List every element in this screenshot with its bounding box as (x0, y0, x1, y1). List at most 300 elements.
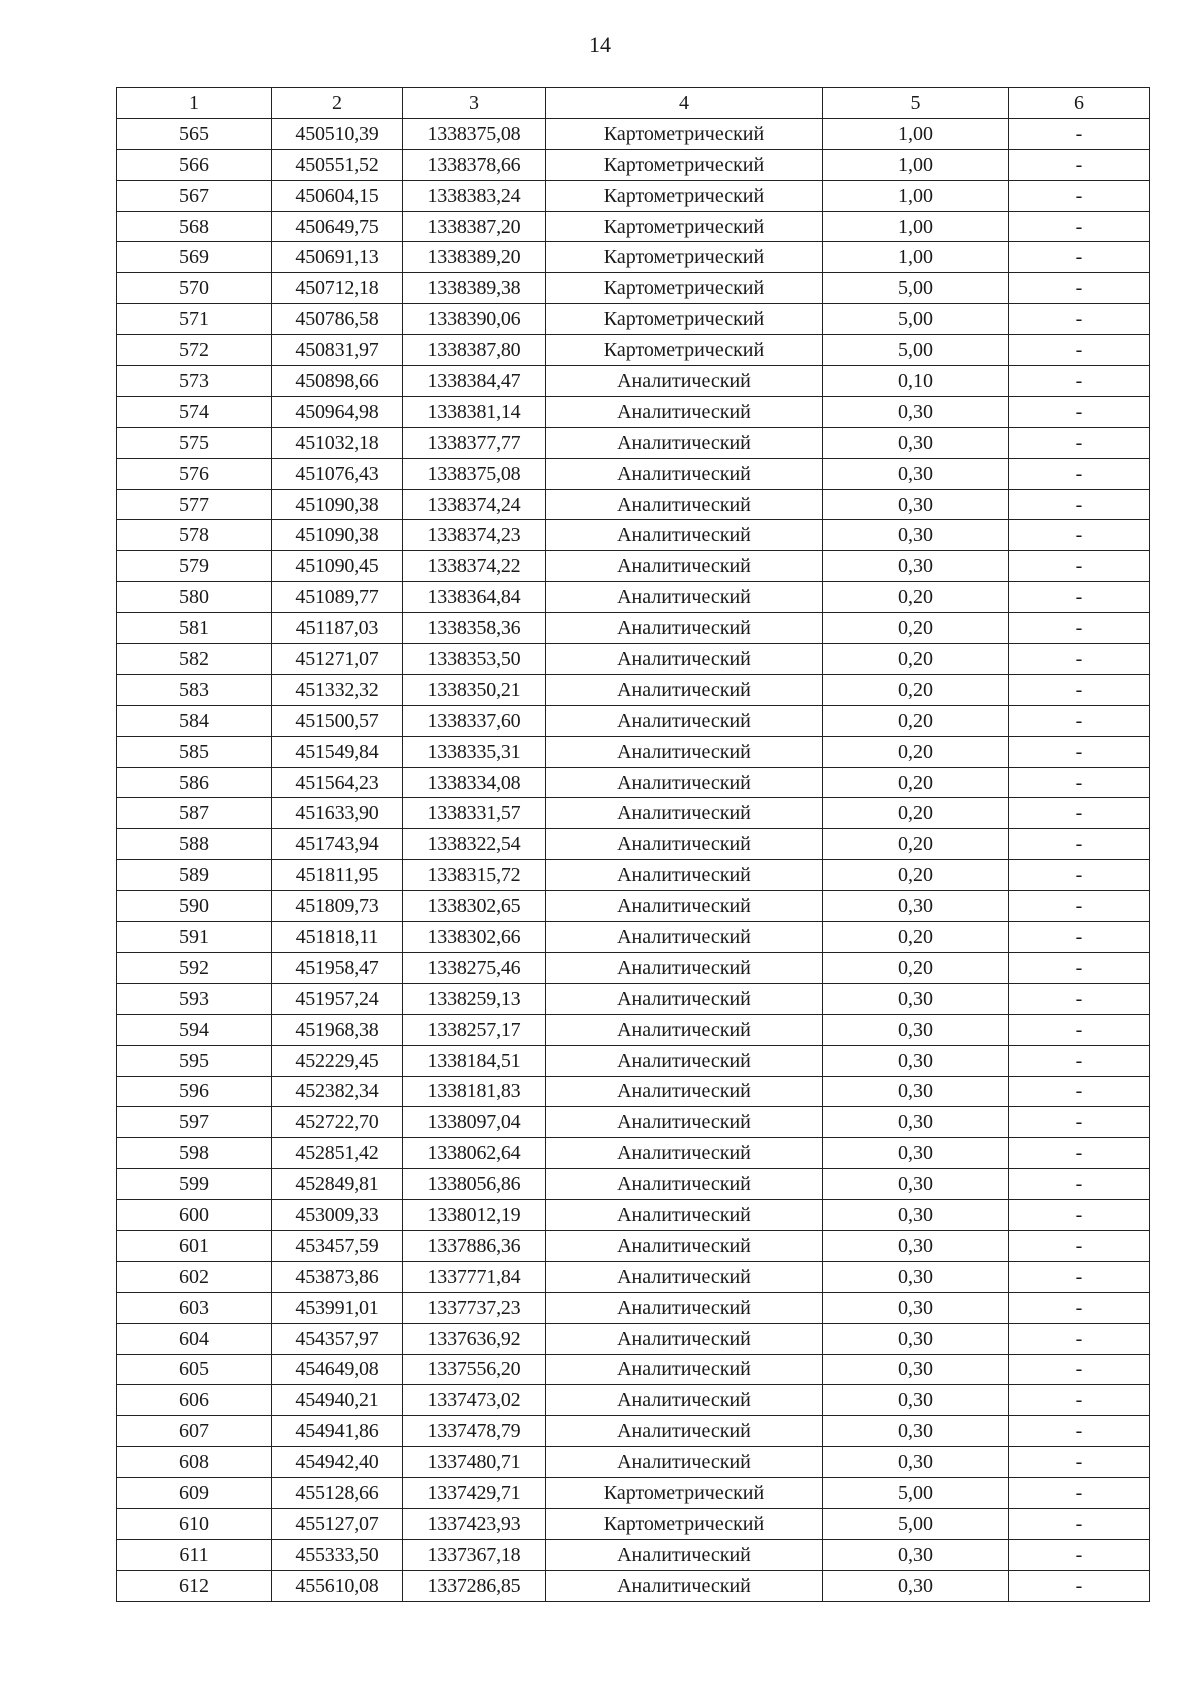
accuracy-cell: 0,30 (823, 1354, 1009, 1385)
note-cell: - (1009, 1323, 1150, 1354)
note-cell: - (1009, 1261, 1150, 1292)
x-coordinate-cell: 452851,42 (272, 1138, 403, 1169)
table-header-row (117, 88, 1150, 119)
method-cell: Аналитический (546, 1261, 823, 1292)
y-coordinate-cell: 1338056,86 (403, 1169, 546, 1200)
note-cell: - (1009, 891, 1150, 922)
note-cell: - (1009, 489, 1150, 520)
note-cell: - (1009, 520, 1150, 551)
point-number-cell: 582 (117, 644, 272, 675)
method-cell: Аналитический (546, 922, 823, 953)
column-header: 5 (823, 88, 1009, 119)
y-coordinate-cell: 1338381,14 (403, 396, 546, 427)
point-number-cell: 580 (117, 582, 272, 613)
accuracy-cell: 0,30 (823, 1416, 1009, 1447)
x-coordinate-cell: 451818,11 (272, 922, 403, 953)
point-number-cell: 572 (117, 335, 272, 366)
x-coordinate-cell: 452382,34 (272, 1076, 403, 1107)
method-cell: Аналитический (546, 1354, 823, 1385)
table-row (117, 1107, 1150, 1138)
x-coordinate-cell: 452722,70 (272, 1107, 403, 1138)
x-coordinate-cell: 451500,57 (272, 705, 403, 736)
method-cell: Картометрический (546, 180, 823, 211)
point-number-cell: 579 (117, 551, 272, 582)
x-coordinate-cell: 454649,08 (272, 1354, 403, 1385)
accuracy-cell: 5,00 (823, 1508, 1009, 1539)
x-coordinate-cell: 451090,38 (272, 489, 403, 520)
accuracy-cell: 0,20 (823, 674, 1009, 705)
x-coordinate-cell: 450831,97 (272, 335, 403, 366)
method-cell: Аналитический (546, 1169, 823, 1200)
point-number-cell: 608 (117, 1447, 272, 1478)
table-row (117, 860, 1150, 891)
method-cell: Картометрический (546, 273, 823, 304)
table-body (117, 118, 1150, 1601)
point-number-cell: 603 (117, 1292, 272, 1323)
accuracy-cell: 0,30 (823, 1076, 1009, 1107)
method-cell: Аналитический (546, 1447, 823, 1478)
method-cell: Аналитический (546, 366, 823, 397)
method-cell: Аналитический (546, 705, 823, 736)
table-row (117, 1200, 1150, 1231)
point-number-cell: 581 (117, 613, 272, 644)
point-number-cell: 566 (117, 149, 272, 180)
y-coordinate-cell: 1338097,04 (403, 1107, 546, 1138)
point-number-cell: 610 (117, 1508, 272, 1539)
note-cell: - (1009, 551, 1150, 582)
y-coordinate-cell: 1338374,24 (403, 489, 546, 520)
point-number-cell: 605 (117, 1354, 272, 1385)
method-cell: Аналитический (546, 489, 823, 520)
note-cell: - (1009, 613, 1150, 644)
x-coordinate-cell: 451090,45 (272, 551, 403, 582)
note-cell: - (1009, 705, 1150, 736)
table-row (117, 458, 1150, 489)
y-coordinate-cell: 1337556,20 (403, 1354, 546, 1385)
x-coordinate-cell: 452229,45 (272, 1045, 403, 1076)
note-cell: - (1009, 118, 1150, 149)
note-cell: - (1009, 767, 1150, 798)
table-row (117, 242, 1150, 273)
note-cell: - (1009, 1385, 1150, 1416)
table-row (117, 489, 1150, 520)
table-row (117, 1508, 1150, 1539)
method-cell: Аналитический (546, 1416, 823, 1447)
point-number-cell: 601 (117, 1230, 272, 1261)
method-cell: Аналитический (546, 829, 823, 860)
point-number-cell: 599 (117, 1169, 272, 1200)
table-row (117, 1323, 1150, 1354)
y-coordinate-cell: 1338302,66 (403, 922, 546, 953)
method-cell: Аналитический (546, 458, 823, 489)
x-coordinate-cell: 450551,52 (272, 149, 403, 180)
note-cell: - (1009, 922, 1150, 953)
accuracy-cell: 0,30 (823, 1107, 1009, 1138)
x-coordinate-cell: 455128,66 (272, 1478, 403, 1509)
x-coordinate-cell: 451271,07 (272, 644, 403, 675)
accuracy-cell: 0,30 (823, 1045, 1009, 1076)
y-coordinate-cell: 1338012,19 (403, 1200, 546, 1231)
y-coordinate-cell: 1338337,60 (403, 705, 546, 736)
x-coordinate-cell: 450649,75 (272, 211, 403, 242)
y-coordinate-cell: 1338358,36 (403, 613, 546, 644)
x-coordinate-cell: 451032,18 (272, 427, 403, 458)
table-row (117, 1169, 1150, 1200)
method-cell: Картометрический (546, 118, 823, 149)
table-row (117, 396, 1150, 427)
note-cell: - (1009, 427, 1150, 458)
accuracy-cell: 0,20 (823, 644, 1009, 675)
point-number-cell: 578 (117, 520, 272, 551)
y-coordinate-cell: 1338375,08 (403, 118, 546, 149)
table-row (117, 1570, 1150, 1601)
x-coordinate-cell: 450898,66 (272, 366, 403, 397)
method-cell: Аналитический (546, 644, 823, 675)
table-row (117, 613, 1150, 644)
method-cell: Аналитический (546, 1107, 823, 1138)
y-coordinate-cell: 1338335,31 (403, 736, 546, 767)
x-coordinate-cell: 454941,86 (272, 1416, 403, 1447)
accuracy-cell: 0,30 (823, 520, 1009, 551)
note-cell: - (1009, 1508, 1150, 1539)
point-number-cell: 575 (117, 427, 272, 458)
y-coordinate-cell: 1337886,36 (403, 1230, 546, 1261)
method-cell: Аналитический (546, 1570, 823, 1601)
point-number-cell: 590 (117, 891, 272, 922)
table-row (117, 1076, 1150, 1107)
note-cell: - (1009, 736, 1150, 767)
point-number-cell: 593 (117, 983, 272, 1014)
method-cell: Аналитический (546, 860, 823, 891)
x-coordinate-cell: 451958,47 (272, 952, 403, 983)
y-coordinate-cell: 1338257,17 (403, 1014, 546, 1045)
accuracy-cell: 0,20 (823, 736, 1009, 767)
table-row (117, 1539, 1150, 1570)
accuracy-cell: 5,00 (823, 1478, 1009, 1509)
note-cell: - (1009, 1200, 1150, 1231)
column-header: 1 (117, 88, 272, 119)
x-coordinate-cell: 451076,43 (272, 458, 403, 489)
accuracy-cell: 0,20 (823, 860, 1009, 891)
table-row (117, 211, 1150, 242)
note-cell: - (1009, 798, 1150, 829)
x-coordinate-cell: 450964,98 (272, 396, 403, 427)
table-row (117, 304, 1150, 335)
accuracy-cell: 1,00 (823, 118, 1009, 149)
x-coordinate-cell: 451968,38 (272, 1014, 403, 1045)
accuracy-cell: 1,00 (823, 242, 1009, 273)
y-coordinate-cell: 1338364,84 (403, 582, 546, 613)
accuracy-cell: 0,30 (823, 983, 1009, 1014)
note-cell: - (1009, 1138, 1150, 1169)
table-row (117, 551, 1150, 582)
y-coordinate-cell: 1338184,51 (403, 1045, 546, 1076)
y-coordinate-cell: 1338374,23 (403, 520, 546, 551)
note-cell: - (1009, 366, 1150, 397)
accuracy-cell: 0,30 (823, 551, 1009, 582)
point-number-cell: 609 (117, 1478, 272, 1509)
y-coordinate-cell: 1338383,24 (403, 180, 546, 211)
accuracy-cell: 0,30 (823, 427, 1009, 458)
x-coordinate-cell: 455127,07 (272, 1508, 403, 1539)
table-row (117, 180, 1150, 211)
table-row (117, 273, 1150, 304)
y-coordinate-cell: 1338259,13 (403, 983, 546, 1014)
point-number-cell: 595 (117, 1045, 272, 1076)
method-cell: Картометрический (546, 149, 823, 180)
y-coordinate-cell: 1338374,22 (403, 551, 546, 582)
x-coordinate-cell: 452849,81 (272, 1169, 403, 1200)
page-number: 14 (589, 32, 611, 57)
note-cell: - (1009, 1014, 1150, 1045)
note-cell: - (1009, 952, 1150, 983)
note-cell: - (1009, 1416, 1150, 1447)
y-coordinate-cell: 1337771,84 (403, 1261, 546, 1292)
x-coordinate-cell: 451090,38 (272, 520, 403, 551)
accuracy-cell: 0,30 (823, 489, 1009, 520)
method-cell: Аналитический (546, 1014, 823, 1045)
table-row (117, 1292, 1150, 1323)
table-row (117, 1447, 1150, 1478)
accuracy-cell: 0,30 (823, 1385, 1009, 1416)
method-cell: Аналитический (546, 798, 823, 829)
method-cell: Аналитический (546, 613, 823, 644)
accuracy-cell: 0,30 (823, 1230, 1009, 1261)
note-cell: - (1009, 211, 1150, 242)
method-cell: Картометрический (546, 335, 823, 366)
point-number-cell: 577 (117, 489, 272, 520)
table-row (117, 983, 1150, 1014)
point-number-cell: 591 (117, 922, 272, 953)
y-coordinate-cell: 1338334,08 (403, 767, 546, 798)
x-coordinate-cell: 453873,86 (272, 1261, 403, 1292)
accuracy-cell: 1,00 (823, 211, 1009, 242)
note-cell: - (1009, 829, 1150, 860)
x-coordinate-cell: 455610,08 (272, 1570, 403, 1601)
note-cell: - (1009, 1076, 1150, 1107)
point-number-cell: 588 (117, 829, 272, 860)
note-cell: - (1009, 1478, 1150, 1509)
x-coordinate-cell: 453457,59 (272, 1230, 403, 1261)
y-coordinate-cell: 1337429,71 (403, 1478, 546, 1509)
method-cell: Картометрический (546, 242, 823, 273)
accuracy-cell: 0,20 (823, 582, 1009, 613)
y-coordinate-cell: 1338275,46 (403, 952, 546, 983)
accuracy-cell: 0,30 (823, 396, 1009, 427)
table-row (117, 767, 1150, 798)
point-number-cell: 602 (117, 1261, 272, 1292)
x-coordinate-cell: 454942,40 (272, 1447, 403, 1478)
y-coordinate-cell: 1338315,72 (403, 860, 546, 891)
column-header: 4 (546, 88, 823, 119)
y-coordinate-cell: 1337367,18 (403, 1539, 546, 1570)
note-cell: - (1009, 1107, 1150, 1138)
table-row (117, 366, 1150, 397)
point-number-cell: 597 (117, 1107, 272, 1138)
accuracy-cell: 0,30 (823, 458, 1009, 489)
column-header: 6 (1009, 88, 1150, 119)
accuracy-cell: 0,30 (823, 1447, 1009, 1478)
point-number-cell: 585 (117, 736, 272, 767)
accuracy-cell: 0,20 (823, 767, 1009, 798)
x-coordinate-cell: 450691,13 (272, 242, 403, 273)
method-cell: Аналитический (546, 1200, 823, 1231)
y-coordinate-cell: 1337286,85 (403, 1570, 546, 1601)
point-number-cell: 604 (117, 1323, 272, 1354)
y-coordinate-cell: 1338302,65 (403, 891, 546, 922)
accuracy-cell: 0,30 (823, 1200, 1009, 1231)
method-cell: Аналитический (546, 674, 823, 705)
y-coordinate-cell: 1338375,08 (403, 458, 546, 489)
method-cell: Аналитический (546, 1045, 823, 1076)
y-coordinate-cell: 1338062,64 (403, 1138, 546, 1169)
table-row (117, 891, 1150, 922)
y-coordinate-cell: 1337636,92 (403, 1323, 546, 1354)
accuracy-cell: 0,30 (823, 1169, 1009, 1200)
accuracy-cell: 0,20 (823, 613, 1009, 644)
x-coordinate-cell: 453009,33 (272, 1200, 403, 1231)
note-cell: - (1009, 458, 1150, 489)
point-number-cell: 594 (117, 1014, 272, 1045)
method-cell: Аналитический (546, 1138, 823, 1169)
method-cell: Картометрический (546, 1508, 823, 1539)
method-cell: Аналитический (546, 1230, 823, 1261)
table-row (117, 1261, 1150, 1292)
accuracy-cell: 0,30 (823, 1323, 1009, 1354)
table-row (117, 829, 1150, 860)
point-number-cell: 598 (117, 1138, 272, 1169)
note-cell: - (1009, 304, 1150, 335)
accuracy-cell: 0,30 (823, 1539, 1009, 1570)
note-cell: - (1009, 674, 1150, 705)
accuracy-cell: 1,00 (823, 149, 1009, 180)
point-number-cell: 611 (117, 1539, 272, 1570)
method-cell: Аналитический (546, 983, 823, 1014)
accuracy-cell: 0,10 (823, 366, 1009, 397)
x-coordinate-cell: 451332,32 (272, 674, 403, 705)
point-number-cell: 574 (117, 396, 272, 427)
y-coordinate-cell: 1338384,47 (403, 366, 546, 397)
table-row (117, 118, 1150, 149)
method-cell: Аналитический (546, 1323, 823, 1354)
note-cell: - (1009, 1169, 1150, 1200)
note-cell: - (1009, 860, 1150, 891)
point-number-cell: 606 (117, 1385, 272, 1416)
table-row (117, 644, 1150, 675)
method-cell: Аналитический (546, 1292, 823, 1323)
point-number-cell: 586 (117, 767, 272, 798)
table-row (117, 520, 1150, 551)
table-row (117, 1045, 1150, 1076)
accuracy-cell: 0,20 (823, 829, 1009, 860)
x-coordinate-cell: 451564,23 (272, 767, 403, 798)
point-number-cell: 592 (117, 952, 272, 983)
method-cell: Аналитический (546, 582, 823, 613)
note-cell: - (1009, 335, 1150, 366)
accuracy-cell: 5,00 (823, 273, 1009, 304)
method-cell: Аналитический (546, 427, 823, 458)
method-cell: Аналитический (546, 736, 823, 767)
x-coordinate-cell: 451633,90 (272, 798, 403, 829)
note-cell: - (1009, 1354, 1150, 1385)
method-cell: Аналитический (546, 520, 823, 551)
accuracy-cell: 0,30 (823, 1570, 1009, 1601)
point-number-cell: 567 (117, 180, 272, 211)
y-coordinate-cell: 1337737,23 (403, 1292, 546, 1323)
accuracy-cell: 0,30 (823, 1014, 1009, 1045)
note-cell: - (1009, 582, 1150, 613)
point-number-cell: 612 (117, 1570, 272, 1601)
y-coordinate-cell: 1338353,50 (403, 644, 546, 675)
point-number-cell: 589 (117, 860, 272, 891)
method-cell: Аналитический (546, 952, 823, 983)
point-number-cell: 568 (117, 211, 272, 242)
y-coordinate-cell: 1338322,54 (403, 829, 546, 860)
y-coordinate-cell: 1337478,79 (403, 1416, 546, 1447)
table-row (117, 335, 1150, 366)
accuracy-cell: 5,00 (823, 335, 1009, 366)
point-number-cell: 570 (117, 273, 272, 304)
table-row (117, 952, 1150, 983)
y-coordinate-cell: 1337473,02 (403, 1385, 546, 1416)
point-number-cell: 583 (117, 674, 272, 705)
note-cell: - (1009, 1292, 1150, 1323)
accuracy-cell: 0,30 (823, 1292, 1009, 1323)
x-coordinate-cell: 453991,01 (272, 1292, 403, 1323)
note-cell: - (1009, 1570, 1150, 1601)
accuracy-cell: 0,20 (823, 922, 1009, 953)
table-row (117, 1230, 1150, 1261)
point-number-cell: 576 (117, 458, 272, 489)
point-number-cell: 573 (117, 366, 272, 397)
y-coordinate-cell: 1337480,71 (403, 1447, 546, 1478)
x-coordinate-cell: 451957,24 (272, 983, 403, 1014)
x-coordinate-cell: 450604,15 (272, 180, 403, 211)
table-row (117, 674, 1150, 705)
x-coordinate-cell: 455333,50 (272, 1539, 403, 1570)
y-coordinate-cell: 1338378,66 (403, 149, 546, 180)
note-cell: - (1009, 149, 1150, 180)
coordinates-table (116, 87, 1150, 1602)
point-number-cell: 596 (117, 1076, 272, 1107)
y-coordinate-cell: 1338387,80 (403, 335, 546, 366)
x-coordinate-cell: 450712,18 (272, 273, 403, 304)
x-coordinate-cell: 451811,95 (272, 860, 403, 891)
y-coordinate-cell: 1338389,38 (403, 273, 546, 304)
x-coordinate-cell: 451809,73 (272, 891, 403, 922)
point-number-cell: 607 (117, 1416, 272, 1447)
accuracy-cell: 0,20 (823, 705, 1009, 736)
column-header: 2 (272, 88, 403, 119)
table-row (117, 149, 1150, 180)
table-row (117, 1416, 1150, 1447)
accuracy-cell: 5,00 (823, 304, 1009, 335)
y-coordinate-cell: 1338181,83 (403, 1076, 546, 1107)
x-coordinate-cell: 451743,94 (272, 829, 403, 860)
note-cell: - (1009, 242, 1150, 273)
table-row (117, 582, 1150, 613)
y-coordinate-cell: 1338390,06 (403, 304, 546, 335)
note-cell: - (1009, 1230, 1150, 1261)
point-number-cell: 565 (117, 118, 272, 149)
point-number-cell: 569 (117, 242, 272, 273)
x-coordinate-cell: 454940,21 (272, 1385, 403, 1416)
method-cell: Аналитический (546, 551, 823, 582)
table-row (117, 922, 1150, 953)
note-cell: - (1009, 644, 1150, 675)
column-header: 3 (403, 88, 546, 119)
x-coordinate-cell: 451187,03 (272, 613, 403, 644)
